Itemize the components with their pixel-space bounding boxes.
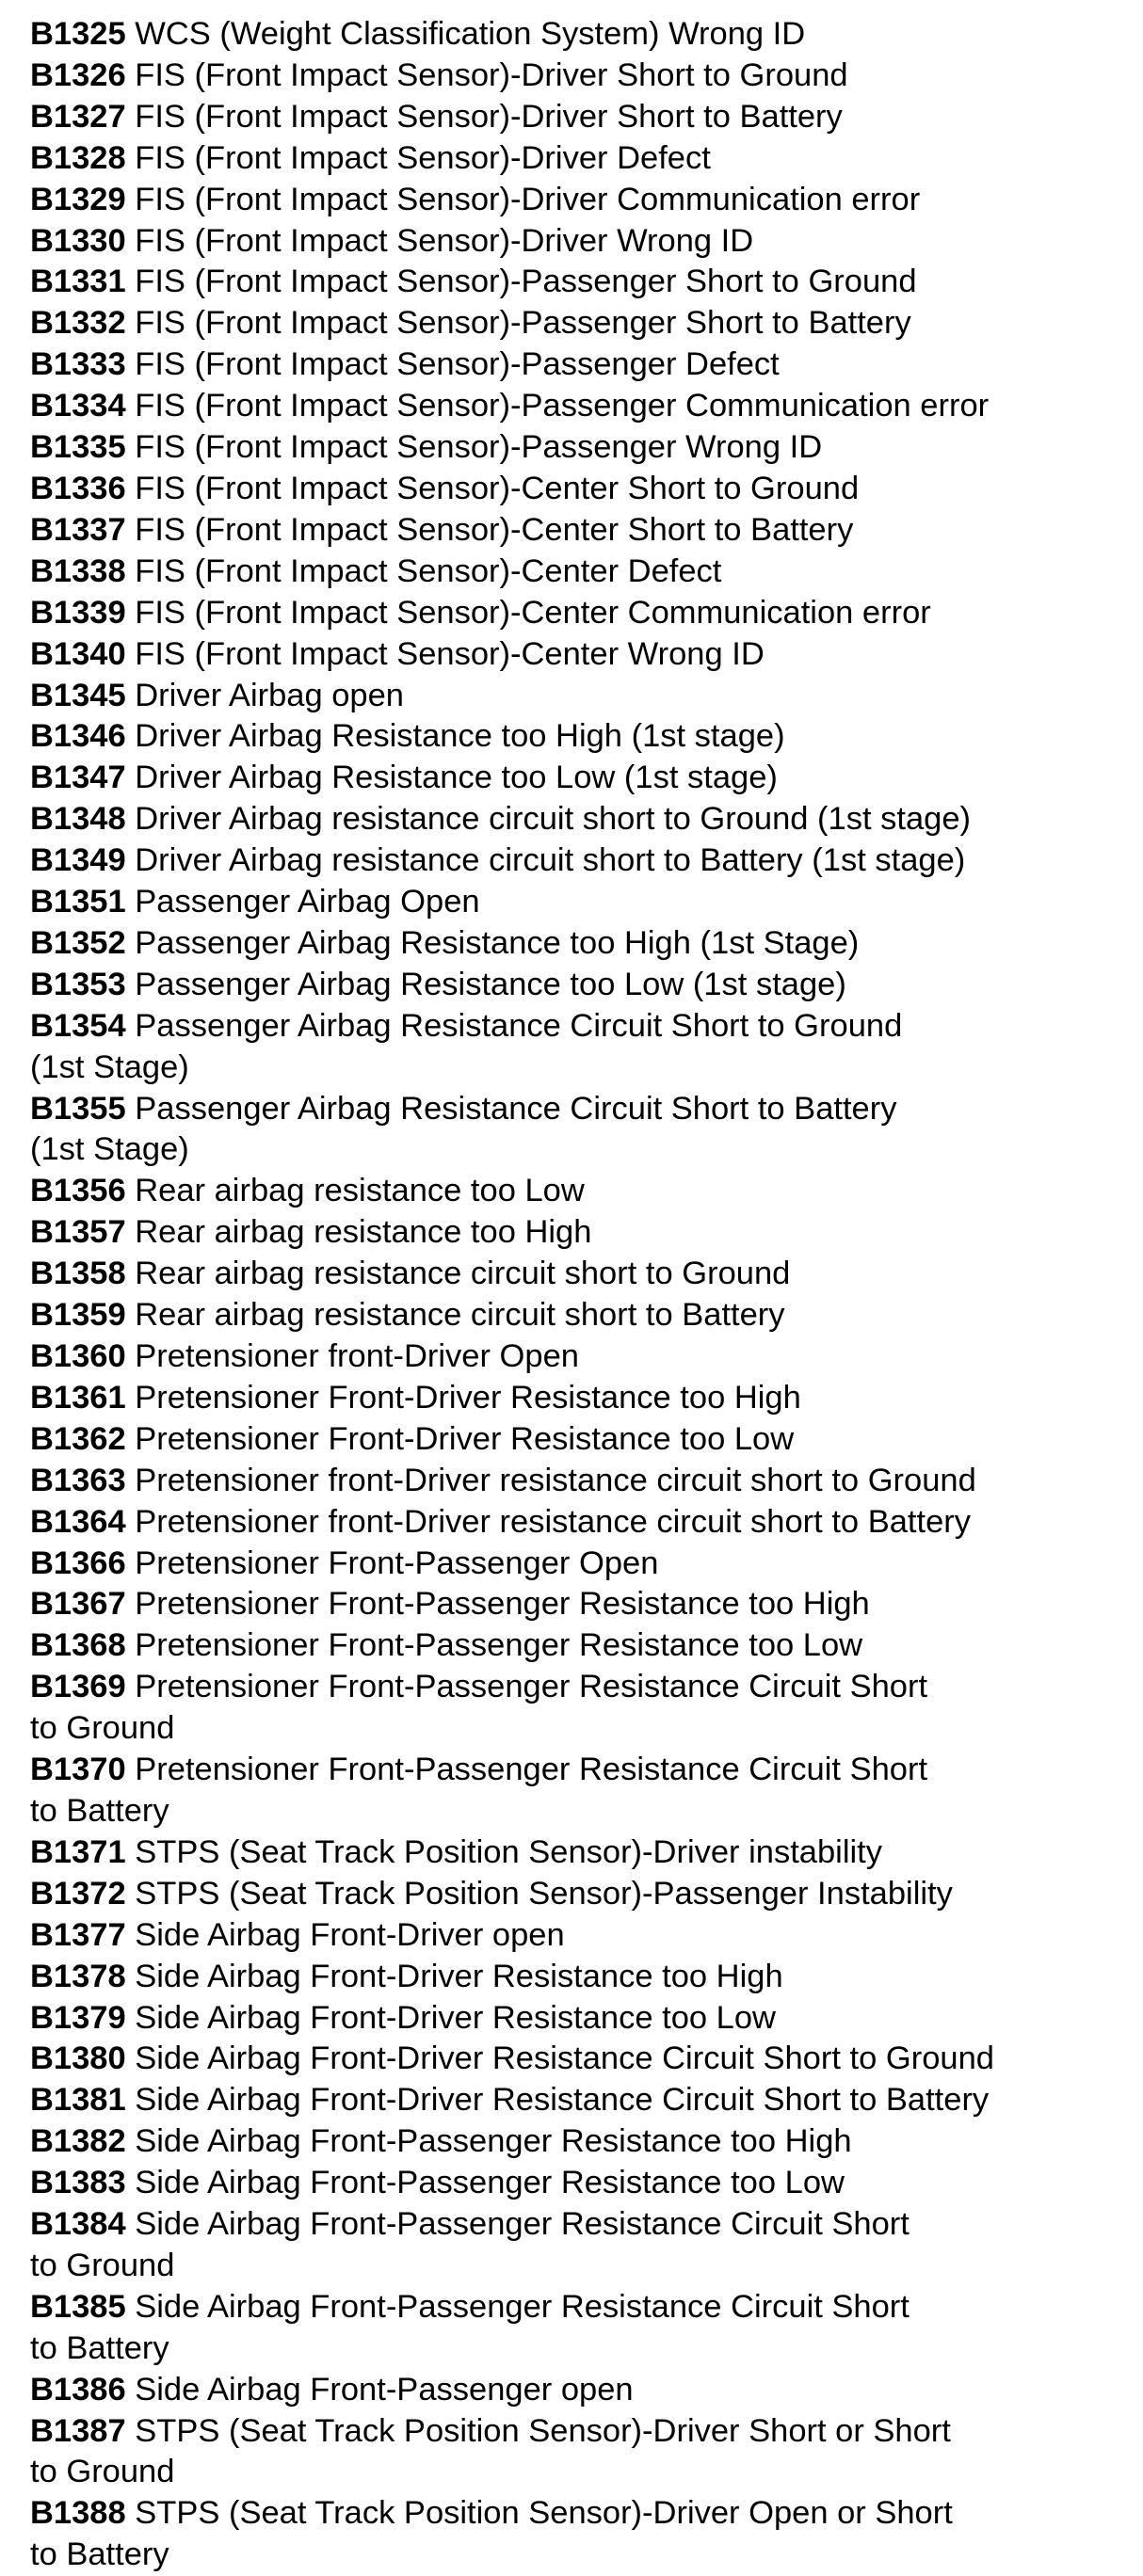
dtc-entry bbox=[30, 1544, 1132, 1585]
dtc-code: B1385 bbox=[30, 2288, 126, 2325]
dtc-description: Driver Airbag Resistance too Low (1st stage) bbox=[125, 760, 778, 796]
dtc-entry bbox=[30, 180, 1132, 221]
dtc-description: STPS (Seat Track Position Sensor)-Driver instability bbox=[125, 1833, 883, 1870]
dtc-code: B1356 bbox=[30, 1173, 126, 1209]
dtc-entry bbox=[30, 386, 1132, 427]
dtc-description: Pretensioner front-Driver Open bbox=[125, 1338, 579, 1374]
dtc-description: Driver Airbag open bbox=[125, 677, 404, 713]
dtc-code: B1329 bbox=[30, 181, 126, 217]
dtc-description: Rear airbag resistance too Low bbox=[125, 1173, 585, 1209]
dtc-entry bbox=[30, 923, 1132, 965]
dtc-description: (1st Stage) bbox=[30, 1048, 189, 1085]
dtc-entry bbox=[30, 1832, 1132, 1874]
dtc-entry bbox=[30, 2039, 1132, 2080]
dtc-code: B1381 bbox=[30, 2082, 126, 2119]
dtc-description: Pretensioner Front-Driver Resistance too Low bbox=[125, 1420, 795, 1457]
dtc-code: B1345 bbox=[30, 677, 126, 713]
dtc-code: B1334 bbox=[30, 388, 126, 424]
dtc-description: Side Airbag Front-Driver open bbox=[125, 1916, 565, 1953]
dtc-description: Passenger Airbag Resistance Circuit Short to Battery bbox=[125, 1090, 897, 1127]
dtc-description: STPS (Seat Track Position Sensor)-Passenger Instability bbox=[125, 1875, 953, 1912]
dtc-description: Side Airbag Front-Driver Resistance too High bbox=[125, 1958, 783, 1994]
dtc-code: B1366 bbox=[30, 1544, 126, 1581]
dtc-entry bbox=[30, 716, 1132, 758]
dtc-description: FIS (Front Impact Sensor)-Driver Wrong ID bbox=[125, 222, 754, 259]
dtc-description: Side Airbag Front-Passenger open bbox=[125, 2371, 634, 2408]
dtc-description: STPS (Seat Track Position Sensor)-Driver Open or Short bbox=[125, 2495, 953, 2532]
dtc-description: Side Airbag Front-Driver Resistance too Low bbox=[125, 1999, 776, 2036]
dtc-description: Side Airbag Front-Passenger Resistance too High bbox=[125, 2123, 852, 2160]
dtc-code: B1339 bbox=[30, 594, 126, 631]
dtc-entry bbox=[30, 1336, 1132, 1378]
dtc-entry bbox=[30, 138, 1132, 180]
dtc-entry bbox=[30, 1295, 1132, 1336]
dtc-entry bbox=[30, 1006, 1132, 1048]
dtc-description: FIS (Front Impact Sensor)-Passenger Wrong ID bbox=[125, 429, 823, 466]
dtc-code: B1386 bbox=[30, 2371, 126, 2408]
dtc-description: Side Airbag Front-Passenger Resistance Circuit Short bbox=[125, 2288, 910, 2325]
dtc-description: Driver Airbag resistance circuit short to Battery (1st stage) bbox=[125, 842, 966, 879]
dtc-entry bbox=[30, 2121, 1132, 2163]
dtc-entry bbox=[30, 676, 1132, 717]
dtc-description: Passenger Airbag Open bbox=[125, 884, 480, 920]
dtc-entry bbox=[30, 2204, 1132, 2246]
dtc-description: FIS (Front Impact Sensor)-Driver Communication error bbox=[125, 181, 921, 217]
dtc-entry bbox=[30, 344, 1132, 386]
dtc-code: B1369 bbox=[30, 1669, 126, 1705]
dtc-description: Pretensioner Front-Passenger Resistance Circuit Short bbox=[125, 1752, 928, 1788]
dtc-entry bbox=[30, 56, 1132, 97]
dtc-entry bbox=[30, 2287, 1132, 2328]
dtc-entry bbox=[30, 965, 1132, 1006]
dtc-description: Rear airbag resistance too High bbox=[125, 1214, 592, 1251]
dtc-entry bbox=[30, 1378, 1132, 1419]
dtc-code: B1383 bbox=[30, 2165, 126, 2201]
dtc-code: B1340 bbox=[30, 635, 126, 672]
dtc-description: Pretensioner front-Driver resistance circuit short to Battery bbox=[125, 1503, 971, 1540]
dtc-code: B1378 bbox=[30, 1958, 126, 1994]
dtc-entry bbox=[30, 303, 1132, 344]
dtc-code: B1355 bbox=[30, 1090, 126, 1127]
dtc-description: Pretensioner Front-Passenger Resistance too Low bbox=[125, 1627, 863, 1664]
dtc-entry-continuation bbox=[30, 1048, 1132, 1089]
dtc-description: WCS (Weight Classification System) Wrong ID bbox=[125, 16, 806, 52]
dtc-code: B1380 bbox=[30, 2040, 126, 2077]
dtc-entry bbox=[30, 221, 1132, 263]
dtc-code: B1363 bbox=[30, 1462, 126, 1498]
dtc-description: FIS (Front Impact Sensor)-Driver Short to Battery bbox=[125, 98, 843, 135]
dtc-description: Passenger Airbag Resistance Circuit Short to Ground bbox=[125, 1007, 903, 1044]
dtc-code: B1387 bbox=[30, 2412, 126, 2449]
dtc-description: FIS (Front Impact Sensor)-Center Defect bbox=[125, 552, 722, 589]
dtc-code: B1328 bbox=[30, 139, 126, 176]
dtc-entry bbox=[30, 1089, 1132, 1130]
dtc-code: B1354 bbox=[30, 1007, 126, 1044]
dtc-description: to Battery bbox=[30, 2536, 169, 2573]
dtc-entry bbox=[30, 14, 1132, 56]
dtc-entry bbox=[30, 1212, 1132, 1254]
dtc-entry bbox=[30, 2411, 1132, 2453]
dtc-entry bbox=[30, 2163, 1132, 2204]
dtc-entry bbox=[30, 469, 1132, 510]
dtc-description: Driver Airbag Resistance too High (1st stage) bbox=[125, 718, 785, 755]
dtc-entry bbox=[30, 1171, 1132, 1212]
dtc-entry-continuation bbox=[30, 2452, 1132, 2493]
dtc-code: B1332 bbox=[30, 305, 126, 342]
dtc-description: Pretensioner front-Driver resistance circuit short to Ground bbox=[125, 1462, 976, 1498]
dtc-description: FIS (Front Impact Sensor)-Center Short to Ground bbox=[125, 470, 860, 506]
dtc-code: B1325 bbox=[30, 16, 126, 52]
dtc-code: B1388 bbox=[30, 2495, 126, 2532]
dtc-description: Rear airbag resistance circuit short to Battery bbox=[125, 1297, 785, 1334]
dtc-code: B1352 bbox=[30, 924, 126, 961]
dtc-code: B1382 bbox=[30, 2123, 126, 2160]
dtc-description: FIS (Front Impact Sensor)-Center Short to Battery bbox=[125, 511, 854, 548]
dtc-entry bbox=[30, 510, 1132, 552]
dtc-code: B1362 bbox=[30, 1420, 126, 1457]
dtc-description: Pretensioner Front-Passenger Resistance Circuit Short bbox=[125, 1669, 928, 1705]
dtc-description: FIS (Front Impact Sensor)-Passenger Defect bbox=[125, 346, 780, 383]
dtc-entry bbox=[30, 1584, 1132, 1625]
dtc-description: Side Airbag Front-Driver Resistance Circuit Short to Ground bbox=[125, 2040, 994, 2077]
dtc-code: B1358 bbox=[30, 1256, 126, 1292]
dtc-entry bbox=[30, 1461, 1132, 1502]
dtc-description: (1st Stage) bbox=[30, 1131, 189, 1168]
dtc-entry bbox=[30, 262, 1132, 303]
dtc-code: B1335 bbox=[30, 429, 126, 466]
dtc-entry-continuation bbox=[30, 1708, 1132, 1750]
dtc-code: B1384 bbox=[30, 2206, 126, 2243]
dtc-entry bbox=[30, 1419, 1132, 1461]
dtc-description: STPS (Seat Track Position Sensor)-Driver Short or Short bbox=[125, 2412, 951, 2449]
dtc-entry bbox=[30, 97, 1132, 138]
dtc-code: B1379 bbox=[30, 1999, 126, 2036]
dtc-entry bbox=[30, 1625, 1132, 1667]
dtc-code: B1347 bbox=[30, 760, 126, 796]
dtc-code: B1372 bbox=[30, 1875, 126, 1912]
dtc-description: FIS (Front Impact Sensor)-Center Communication error bbox=[125, 594, 931, 631]
dtc-code: B1361 bbox=[30, 1379, 126, 1416]
dtc-code: B1360 bbox=[30, 1338, 126, 1374]
dtc-code: B1371 bbox=[30, 1833, 126, 1870]
dtc-code: B1348 bbox=[30, 801, 126, 838]
dtc-entry bbox=[30, 552, 1132, 593]
dtc-entry bbox=[30, 1874, 1132, 1915]
dtc-entry bbox=[30, 799, 1132, 840]
dtc-code: B1359 bbox=[30, 1297, 126, 1334]
dtc-description: Passenger Airbag Resistance too Low (1st stage) bbox=[125, 966, 846, 1002]
dtc-code: B1353 bbox=[30, 966, 126, 1002]
dtc-code: B1357 bbox=[30, 1214, 126, 1251]
dtc-code: B1349 bbox=[30, 842, 126, 879]
dtc-description: FIS (Front Impact Sensor)-Driver Defect bbox=[125, 139, 711, 176]
dtc-description: Passenger Airbag Resistance too High (1st Stage) bbox=[125, 924, 860, 961]
dtc-description: Pretensioner Front-Passenger Resistance too High bbox=[125, 1586, 870, 1623]
dtc-description: to Ground bbox=[30, 1710, 175, 1747]
dtc-entry bbox=[30, 2370, 1132, 2411]
dtc-entry bbox=[30, 634, 1132, 676]
dtc-description: FIS (Front Impact Sensor)-Driver Short to Ground bbox=[125, 56, 848, 93]
dtc-entry bbox=[30, 1667, 1132, 1708]
dtc-description: Pretensioner Front-Passenger Open bbox=[125, 1544, 659, 1581]
dtc-code: B1336 bbox=[30, 470, 126, 506]
dtc-description: to Battery bbox=[30, 1792, 169, 1829]
dtc-code: B1326 bbox=[30, 56, 126, 93]
dtc-code: B1346 bbox=[30, 718, 126, 755]
dtc-entry-continuation bbox=[30, 2328, 1132, 2370]
dtc-entry bbox=[30, 2080, 1132, 2121]
dtc-entry-continuation bbox=[30, 1791, 1132, 1832]
dtc-description: Pretensioner Front-Driver Resistance too High bbox=[125, 1379, 801, 1416]
dtc-code: B1337 bbox=[30, 511, 126, 548]
dtc-description: to Ground bbox=[30, 2247, 175, 2283]
dtc-entry bbox=[30, 1502, 1132, 1544]
dtc-entry bbox=[30, 882, 1132, 923]
dtc-description: Rear airbag resistance circuit short to Ground bbox=[125, 1256, 791, 1292]
dtc-code: B1367 bbox=[30, 1586, 126, 1623]
dtc-entry bbox=[30, 427, 1132, 469]
dtc-code: B1338 bbox=[30, 552, 126, 589]
dtc-entry bbox=[30, 2493, 1132, 2535]
dtc-code: B1331 bbox=[30, 264, 126, 300]
dtc-entry bbox=[30, 1957, 1132, 1998]
dtc-entry bbox=[30, 840, 1132, 882]
dtc-entry-continuation bbox=[30, 2535, 1132, 2576]
dtc-entry-continuation bbox=[30, 2246, 1132, 2287]
dtc-description: FIS (Front Impact Sensor)-Center Wrong ID bbox=[125, 635, 765, 672]
dtc-code: B1364 bbox=[30, 1503, 126, 1540]
dtc-entry bbox=[30, 593, 1132, 634]
dtc-description: Side Airbag Front-Passenger Resistance Circuit Short bbox=[125, 2206, 910, 2243]
dtc-entry-continuation bbox=[30, 1129, 1132, 1171]
dtc-code: B1327 bbox=[30, 98, 126, 135]
dtc-description: Side Airbag Front-Driver Resistance Circuit Short to Battery bbox=[125, 2082, 990, 2119]
dtc-code: B1330 bbox=[30, 222, 126, 259]
dtc-entry bbox=[30, 1998, 1132, 2040]
dtc-entry bbox=[30, 1254, 1132, 1295]
dtc-description: to Battery bbox=[30, 2329, 169, 2366]
dtc-entry bbox=[30, 1915, 1132, 1957]
dtc-description: FIS (Front Impact Sensor)-Passenger Communication error bbox=[125, 388, 990, 424]
dtc-code: B1368 bbox=[30, 1627, 126, 1664]
dtc-entry bbox=[30, 1750, 1132, 1791]
dtc-description: Side Airbag Front-Passenger Resistance too Low bbox=[125, 2165, 845, 2201]
dtc-description: FIS (Front Impact Sensor)-Passenger Short to Battery bbox=[125, 305, 911, 342]
dtc-description: to Ground bbox=[30, 2454, 175, 2490]
dtc-description: Driver Airbag resistance circuit short to Ground (1st stage) bbox=[125, 801, 972, 838]
dtc-code: B1351 bbox=[30, 884, 126, 920]
dtc-entry bbox=[30, 758, 1132, 799]
dtc-code-list bbox=[30, 14, 1132, 2576]
dtc-code: B1370 bbox=[30, 1752, 126, 1788]
dtc-code: B1333 bbox=[30, 346, 126, 383]
dtc-code: B1377 bbox=[30, 1916, 126, 1953]
dtc-description: FIS (Front Impact Sensor)-Passenger Short to Ground bbox=[125, 264, 917, 300]
